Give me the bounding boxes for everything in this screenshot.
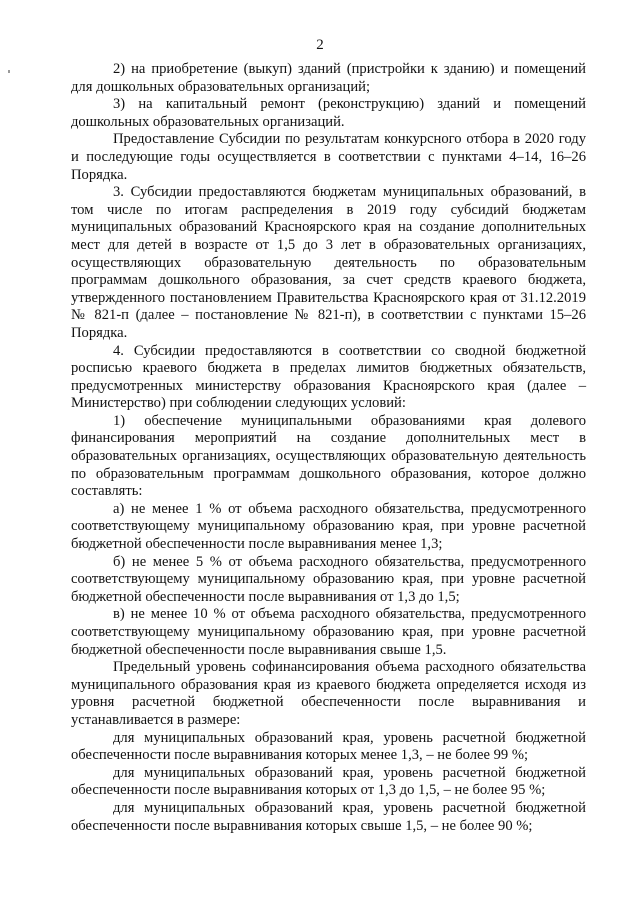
paragraph-section-4: 4. Субсидии предоставляются в соответствии со сводной бюджетной росписью краевого бюджета в пределах лимитов бюджетных обязательств, предусмотренных министерству образования Красноярского края (далее – Министерство) при соблюдении следующих условий: (71, 342, 586, 412)
page-number: 2 (316, 37, 324, 53)
scan-artifact (8, 70, 10, 73)
body-text (71, 61, 586, 835)
paragraph-item-2: 2) на приобретение (выкуп) зданий (пристройки к зданию) и помещений для дошкольных образовательных организаций; (71, 61, 586, 95)
paragraph-competitive-selection: Предоставление Субсидии по результатам конкурсного отбора в 2020 году и последующие годы осуществляется в соответствии с пунктами 4–14, 16–26 Порядка. (71, 131, 586, 183)
paragraph-condition-1: 1) обеспечение муниципальными образованиями края долевого финансирования мероприятий на создание дополнительных мест в образовательных организациях, осуществляющих образовательную деятельность по образовательным программам дошкольного образования, которое должно составлять: (71, 412, 586, 500)
paragraph-section-3: 3. Субсидии предоставляются бюджетам муниципальных образований, в том числе по итогам распределения в 2019 году субсидий бюджетам муниципальных образований Красноярского края на создание дополнительных мест для детей в возрасте от 1,5 до 3 лет в образовательных организациях, осуществляющих образовательную деятельность по образовательным программам дошкольного образования, за счет средств краевого бюджета, утвержденного постановлением Правительства Красноярского края от 31.12.2019 № 821-п (далее – постановление № 821-п), в соответствии с пунктами 15–26 Порядка. (71, 184, 586, 341)
paragraph-limit-99: для муниципальных образований края, уровень расчетной бюджетной обеспеченности после выравнивания которых менее 1,3, – не более 99 %; (71, 729, 586, 764)
paragraph-condition-a: а) не менее 1 % от объема расходного обязательства, предусмотренного соответствующему муниципальному образованию края, при уровне расчетной бюджетной обеспеченности после выравнивания менее 1,3; (71, 500, 586, 553)
paragraph-condition-v: в) не менее 10 % от объема расходного обязательства, предусмотренного соответствующему муниципальному образованию края, при уровне расчетной бюджетной обеспеченности после выравнивания свыше 1,5. (71, 606, 586, 658)
paragraph-cofinancing-limit: Предельный уровень софинансирования объема расходного обязательства муниципального образования края из краевого бюджета определяется исходя из уровня расчетной бюджетной обеспеченности после выравнивания и устанавливается в размере: (71, 659, 586, 728)
paragraph-limit-90: для муниципальных образований края, уровень расчетной бюджетной обеспеченности после выравнивания которых свыше 1,5, – не более 90 %; (71, 799, 586, 834)
paragraph-limit-95: для муниципальных образований края, уровень расчетной бюджетной обеспеченности после выравнивания которых от 1,3 до 1,5, – не более 95 %; (71, 764, 586, 799)
paragraph-condition-b: б) не менее 5 % от объема расходного обязательства, предусмотренного соответствующему муниципальному образованию края, при уровне расчетной бюджетной обеспеченности после выравнивания от 1,3 до 1,5; (71, 553, 586, 605)
paragraph-item-3: 3) на капитальный ремонт (реконструкцию) зданий и помещений дошкольных образовательных организаций. (71, 96, 586, 130)
